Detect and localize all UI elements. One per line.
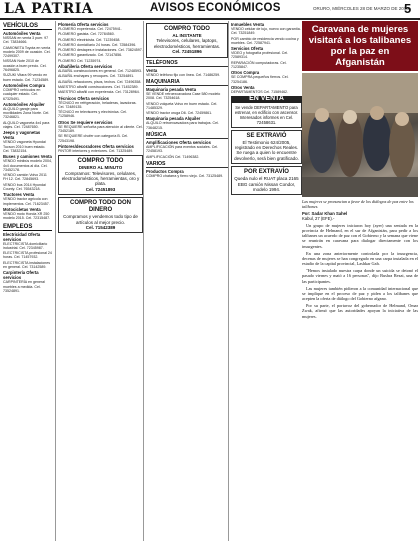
ad-category-heading: Otros Venta (231, 84, 255, 90)
classified-ad: ALBAÑIL construcciones en general. Cel. 71248593. (58, 69, 142, 74)
classified-ad: ALQUILO vagoneta 4x4 para viajes. Cel. 72487650. (3, 120, 50, 130)
ad-text: Queda nulo el RUAT placa 2165 EBG camión Nissan Condor, modelo 1994. (234, 176, 299, 192)
classified-ad: MAESTRO albañil con experiencia. Cel. 73128964. (58, 90, 140, 95)
ad-phone: Cel. 71542389 (85, 225, 116, 231)
ad-category-heading: Albañilería Oferta servicios (58, 64, 113, 70)
classified-ad: PLOMERO garantizado. Cel. 72147856. (58, 53, 123, 58)
classified-ad: VENDO vagoneta Hyundai Tucson 2010 buen estado. Cel. 73832154. (3, 140, 46, 153)
ad-title: SE EXTRAVIÓ (246, 132, 287, 139)
ad-category-heading: Carpintería Oferta servicios (3, 270, 39, 281)
classified-ad: VENDO tractor agrícola con implementos. Cel. 71623457. (3, 197, 50, 206)
article-headline: Caravana de mujeres visitará a los talibanes por la paz en Afganistán (302, 21, 418, 71)
ad-category-heading: Jeeps y vagonetas Venta (3, 130, 41, 141)
classifieds-column-1 (3, 21, 52, 541)
classified-ad: ELECTRICISTA profesional 24 horas. Cel. 71457932. (3, 251, 52, 260)
ad-title: COMPRO TODO (164, 26, 210, 32)
classified-ad: VENDO volqueta Volvo en buen estado. Cel. 71485329. (146, 101, 218, 110)
ad-subcategory-heading: Productos Compra (146, 168, 184, 174)
classified-ad: ALBAÑIL refacciones, pisos, techos. Cel. 72496358. (58, 79, 142, 84)
ad-text: Televisores, celulares, laptops, electrodomésticos, herramientas. (153, 38, 221, 49)
ad-subtitle: AL INSTANTE (172, 33, 202, 38)
article-dateline: Kabul, 27 (EFE).- (302, 216, 335, 221)
classified-ad: CARPINTERÍA en general muebles a medida. Cel. 73524891. (3, 280, 45, 293)
ad-category-heading: Plomería Oferta servicios (58, 22, 109, 27)
ad-category-heading: Motocicletas Venta (3, 206, 41, 212)
classified-ad: VENDO camión Volvo 2011 FH 12. Cel. 72845693. (3, 173, 47, 182)
classified-ad: NISSAN en venta 3 puer. 97 Cel. 73834666. (3, 36, 49, 45)
classified-ad: ALQUILO retroexcavadora para trabajos. Cel. 73648215. (146, 121, 219, 130)
article-photo (302, 73, 418, 197)
ad-subtitle: DINERO AL MINUTO (78, 165, 123, 171)
article-body (302, 223, 418, 319)
ad-category-heading: Electricidad Oferta servicios (3, 231, 41, 242)
article-paragraph: Por su parte, el portavoz del gobernador de Helmand, Omar Zwak, afirmó que las autoridades apoyan la iniciativa de las mujeres. (302, 303, 418, 319)
classified-ad: TÉCNICO en televisores y electrónica. Cel. 71258946. (58, 110, 127, 119)
classified-ad: PLOMERO domiciliario 24 horas. Cel. 72584396. (58, 42, 137, 47)
ad-category-heading: MÚSICA (146, 132, 228, 139)
news-article (302, 21, 418, 543)
classified-ad: SE REQUIERE señorita para atención al cliente. Cel. 73452189. (58, 124, 143, 134)
classified-ad: MAESTRO albañil construcciones. Cel. 71452389. (58, 84, 139, 89)
classified-ad: VENDO minibús modelo 2004, 4x4 documentos al día. Cel. 73452178. (3, 159, 52, 172)
classified-ad: DEPARTAMENTOS Cel. 71589462. (231, 89, 289, 94)
classified-ad: PLOMERO destapes e instalaciones. Cel. 73824597. (58, 48, 143, 53)
ad-category-heading: Automóviles Alquiler (3, 101, 45, 107)
classified-ad: SE COMPRA pequeños fierros. Cel. 73254186. (231, 75, 289, 84)
article-paragraph: En una zona anteriormente controlada por la insurgencia, decenas de mujeres se han congregado en una carpa instalada en el estadio de la capital provincial, Lashkar Gah. (302, 250, 418, 267)
ad-category-heading: MAQUINARIA (146, 79, 228, 86)
ad-text: Compramos y vendemos todo tipo de artículos al mejor precio. (63, 214, 138, 225)
ad-category-heading: Inmuebles Venta (231, 22, 265, 27)
ad-category-heading: Servicios Oferta (231, 46, 264, 52)
issue-date: ORURO, MIÉRCOLES 28 DE MARZO DE 2018 (313, 6, 409, 11)
article-byline: Por: Sadar Khan Sahel (302, 211, 348, 216)
classified-ad: AMPLIFICACIÓN para eventos sociales. Cel. 72458193. (146, 145, 219, 154)
classified-ad: POR cambio de residencia vendo cocina y muebles. Cel. 72587941. (231, 36, 299, 45)
ad-category-heading: Otros Se requiere servicios (58, 119, 113, 125)
classified-ad: TÉCNICO en refrigeración, heladeras, lavadoras. Cel. 72489135. (58, 100, 137, 109)
newspaper-logo: LA PATRIA (4, 1, 94, 17)
article-paragraph: "Hemos instalado nuestra carpa donde un suicida se detonó el pasado viernes y mató a 16 personas", dijo Bushra Rezai, una de las participantes. (302, 268, 418, 284)
classified-ad: VENDO tractor oruga D6. Cel. 72459861. (146, 111, 213, 116)
classified-ad: SE VENDE retroexcavadora Case 580 modelo 2008. Cel. 73254618. (146, 91, 221, 101)
classified-ad: ELECTRICISTA domiciliario industrial. Cel. 72345987. (3, 241, 48, 250)
ad-category-heading: Técnicos Oferta servicios (58, 95, 109, 101)
ad-text: Compramos: Televisores, celulares, electrodomésticos, herramientas, oro y plata. (61, 170, 140, 187)
ad-subcategory-heading: Venta (146, 67, 158, 73)
ad-category-heading: Otros Compra (231, 70, 260, 76)
por-extravio-ad (231, 166, 302, 195)
page-number: 5 (404, 1, 412, 16)
ad-subcategory-heading: Amplificaciones Oferta servicios (146, 140, 211, 145)
classified-ad: VENDO teléfono fijo con línea. Cel. 71486259. (146, 72, 221, 77)
ad-category-heading: Pintores/decoradores Oferta servicios (58, 143, 134, 149)
ad-category-heading: VARIOS (146, 161, 228, 168)
classifieds-column-3 (143, 21, 228, 541)
classified-ad: COMPRO vehículos en cualquier estado. Cel. 67325491. (3, 87, 41, 101)
ad-subcategory-heading: Maquinaria pesada Venta (146, 86, 197, 92)
classifieds-column-2 (55, 21, 143, 541)
classified-ad: ELECTRICISTA instalaciones en general. Cel. 73142589. (3, 260, 51, 269)
don-dinero-ad (58, 197, 143, 233)
article-paragraph: Las mujeres también pidieron a la comunidad internacional que se implique en el proceso de paz y piden a los talibanes que acepten la oferta de diálogo del Gobierno afgano. (302, 285, 418, 302)
classified-ad: PLOMERO gasista. Cel. 72784560. (58, 32, 115, 37)
ad-title: POR EXTRAVÍO (244, 169, 289, 176)
ad-category-heading: Maquinaria pesada Alquiler (146, 116, 201, 122)
classified-ad: PINTOR interiores y exteriores. Cel. 71325489. (58, 148, 134, 153)
classified-ad: VENDO bus 2014 Hyundai County. Cel. 76543218. (3, 182, 46, 192)
en-venta-banner: EN VENTA (231, 96, 302, 102)
classified-ad: SE REQUIERE chofer con categoría B. Cel. 72543198. (58, 134, 129, 143)
ad-title: COMPRO TODO DON DINERO (70, 200, 131, 214)
classified-ad: NISSAN Note 2010 de ocasión a buen precio. Cel. 76496825. (3, 59, 47, 73)
ad-category-heading: TELÉFONOS (146, 60, 228, 67)
section-title: AVISOS ECONÓMICOS (150, 2, 281, 14)
extravio-ad (231, 130, 302, 165)
en-venta-text: Se vende DEPARTAMENTO para estrenar, en edificio con ascensor. Interesados informes en Cel. 72458631. (231, 103, 302, 128)
ad-category-heading: Tractores Venta (3, 192, 35, 198)
classified-ad: PLOMERO electricista. Cel. 71239458. (58, 37, 121, 42)
ad-category-heading: Automóviles Compra (3, 82, 46, 88)
classified-ad: VENDO celular de lujo, nuevo con garantía. Cel. 73251849. (231, 27, 301, 36)
page-header (0, 0, 420, 20)
women-gathering-image (302, 73, 418, 197)
classified-ad: REPARACIÓN computadoras. Cel. 71235847. (231, 60, 287, 70)
classified-ad: AMPLIFICACIÓN Cel. 71496382. (146, 154, 200, 159)
ad-text: El Testimonio 624/2005, registrado en Derechos Reales. Se ruega a quien lo encuentre devolverlo, será bien gratificado. (234, 139, 299, 161)
classified-ad: PLOMERO experiencia. Cel. 72475941. (58, 27, 122, 31)
classified-ad: ALBAÑIL enchapes y revoques. Cel. 73254891. (58, 74, 135, 79)
classified-ad: VIDEO y fotografía profesional. Cel. 72589314. (231, 51, 289, 60)
photo-caption: Las mujeres se pronuncian a favor de los diálogos de paz entre los talibanes. (302, 199, 414, 209)
classified-ad: SUZUKI Vitara 99 vendo en buen estado. Cel. 71234589. (3, 73, 50, 82)
article-paragraph: Un grupo de mujeres iniciaron hoy (ayer) una sentada en la provincia de Helmand, en el sur de Afganistán, para pedir a los talibanes un acuerdo de paz con el Gobierno y la semana que viene se reunirán en caravana para dialogar directamente con los insurgentes. (302, 223, 418, 249)
ad-category-heading: Automóviles Venta (3, 31, 41, 36)
classified-ad: COMPRO chatarra y fierro viejo. Cel. 73125489. (146, 173, 224, 178)
compro-todo-ad (58, 155, 143, 195)
classified-ad: VENDO moto Honda XR 250 modelo 2015. Cel. 72315487. (3, 211, 51, 221)
ad-title: COMPRO TODO (77, 158, 124, 165)
classified-ad: ALQUILO garaje para movilidades Zona Norte. Cel. 73246821. (3, 106, 50, 120)
classifieds-column-4 (228, 21, 302, 541)
ad-category-heading: Buses y camiones Venta (3, 154, 52, 160)
ad-phone: Cel. 72451896 (172, 49, 202, 55)
compro-todo-instante-ad (146, 23, 228, 58)
category-vehiculos: VEHÍCULOS (3, 23, 52, 30)
classified-ad: CAMIONETA Toyota en venta modelo 2009 de ocasión. Cel. 72499307. (3, 45, 51, 59)
ad-phone: Cel. 72451893 (85, 186, 116, 192)
category-empleos: EMPLEOS (3, 224, 52, 231)
classified-ad: PLOMERO Cel. 71235974. (58, 58, 102, 63)
